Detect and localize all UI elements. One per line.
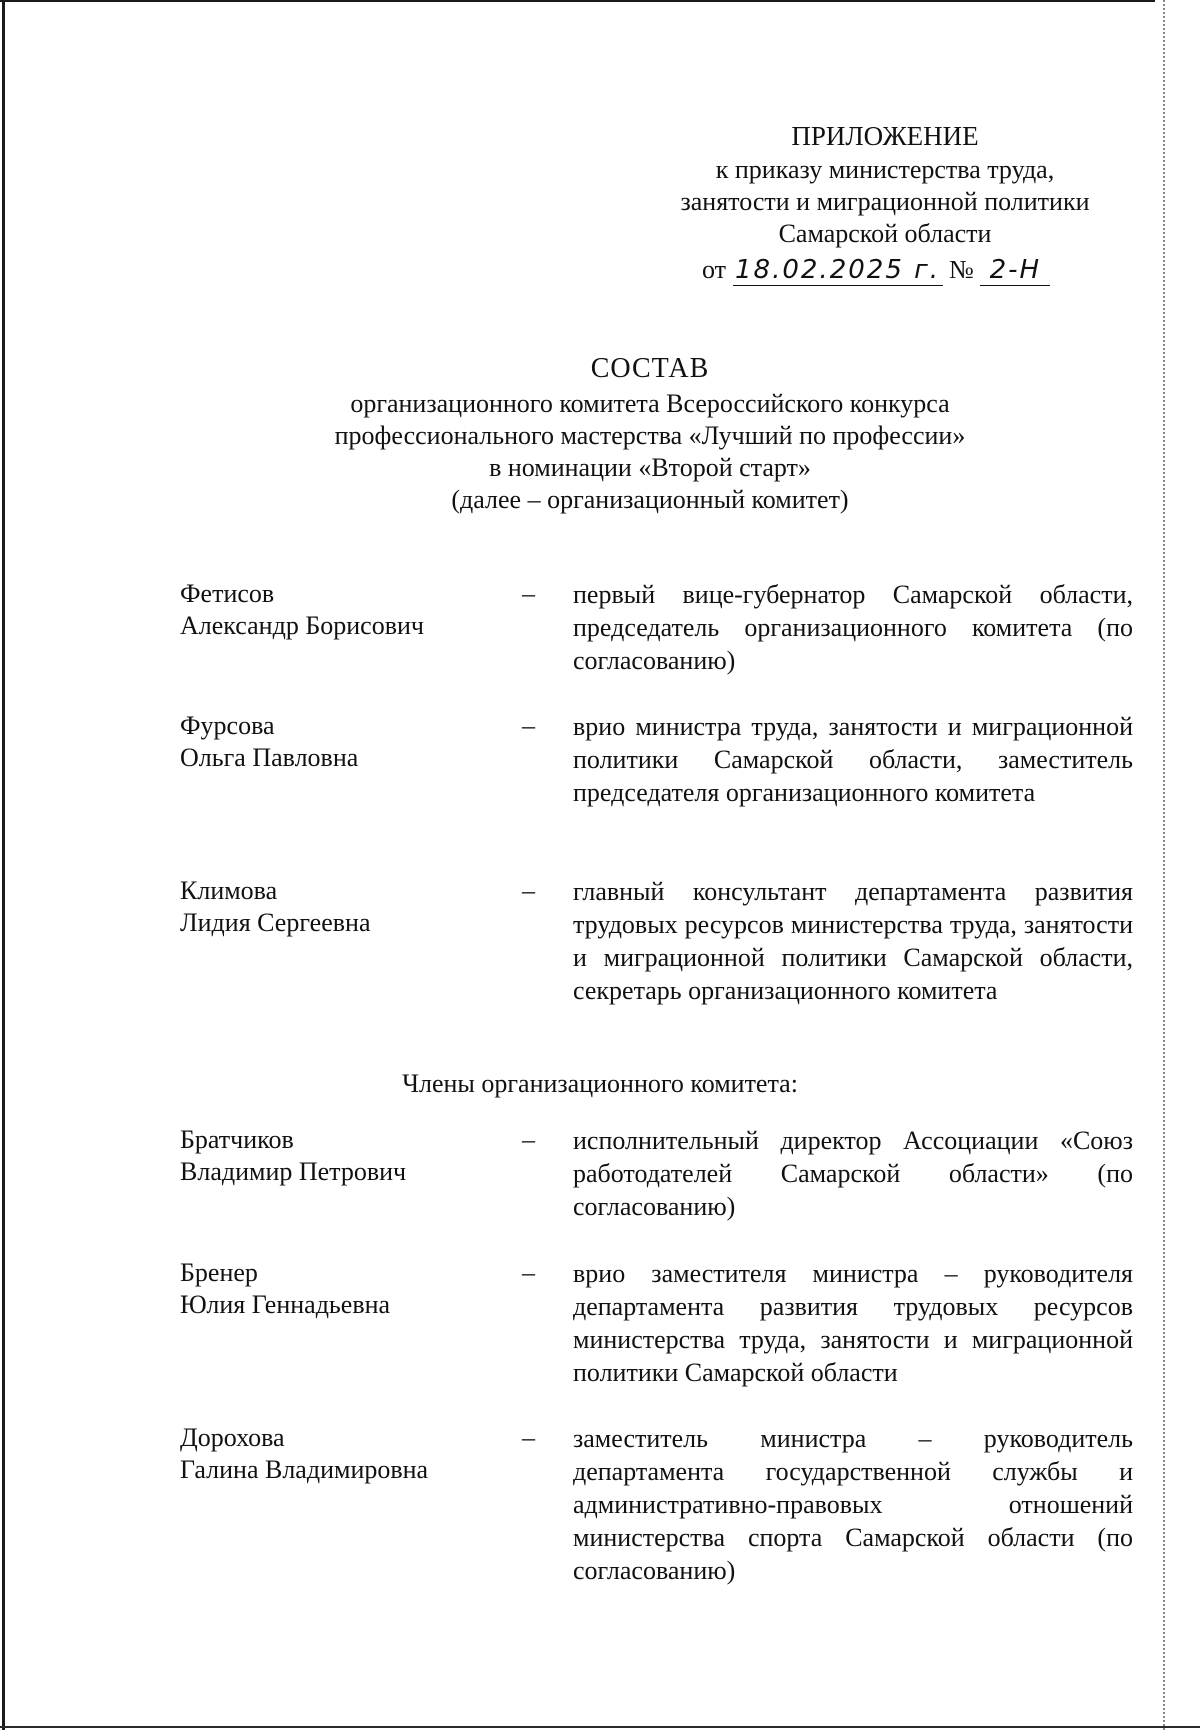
member-given-name: Владимир Петрович (180, 1157, 407, 1186)
dash-separator: – (522, 1258, 535, 1287)
member-surname: Бренер (180, 1258, 258, 1287)
from-label: от (702, 255, 727, 284)
member-given-name: Ольга Павловна (180, 743, 359, 772)
member-given-name: Александр Борисович (180, 611, 424, 640)
heading-title: СОСТАВ (590, 353, 710, 384)
appendix-header (600, 118, 1170, 250)
appendix-title: ПРИЛОЖЕНИЕ (791, 121, 979, 151)
dash-separator: – (522, 711, 535, 740)
member-given-name: Юлия Геннадьевна (180, 1290, 391, 1319)
member-role: главный консультант департамента развития трудовых ресурсов министерства труда, занятости и миграционной политики Самарской области, секретарь организационного комитета (573, 877, 1133, 1005)
appendix-line-1: к приказу министерства труда, (715, 155, 1055, 184)
member-surname: Фурсова (180, 711, 275, 740)
member-given-name: Лидия Сергеевна (180, 908, 371, 937)
number-label: № (949, 255, 974, 284)
heading-line-1: организационного комитета Всероссийского конкурса (350, 389, 950, 418)
member-surname: Братчиков (180, 1125, 294, 1154)
dash-separator: – (522, 876, 535, 905)
member-name (180, 1124, 500, 1188)
member-role: врио министра труда, занятости и миграционной политики Самарской области, заместитель председателя организационного комитета (573, 712, 1133, 807)
member-role: врио заместителя министра – руководителя департамента развития трудовых ресурсов министерства труда, занятости и миграционной политики Самарской области (573, 1259, 1133, 1387)
member-surname: Дорохова (180, 1423, 285, 1452)
member-name (180, 1422, 500, 1486)
dash-separator: – (522, 1125, 535, 1154)
member-name (180, 1257, 500, 1321)
scan-edge-right (1163, 0, 1165, 1730)
document-heading (250, 350, 1050, 516)
heading-line-3: в номинации «Второй старт» (489, 453, 811, 482)
member-role: заместитель министра – руководитель департамента государственной службы и административно-правовых отношений министерства спорта Самарской области (по согласованию) (573, 1424, 1133, 1585)
member-role: исполнительный директор Ассоциации «Союз работодателей Самарской области» (по согласованию) (573, 1126, 1133, 1221)
heading-line-4: (далее – организационный комитет) (451, 485, 849, 514)
dash-separator: – (522, 579, 535, 608)
appendix-line-3: Самарской области (778, 219, 992, 248)
member-name (180, 710, 500, 774)
member-role: первый вице-губернатор Самарской области, председатель организационного комитета (по согласованию) (573, 580, 1133, 675)
members-section-title: Члены организационного комитета: (402, 1069, 798, 1098)
member-surname: Фетисов (180, 579, 275, 608)
scan-edge-left (2, 0, 5, 1730)
heading-line-2: профессионального мастерства «Лучший по профессии» (334, 421, 966, 450)
scan-edge-top (0, 0, 1155, 2)
scan-edge-bottom (0, 1726, 1200, 1728)
handwritten-number: 2-Н (980, 255, 1050, 286)
order-date-number (702, 254, 1050, 286)
member-surname: Климова (180, 876, 278, 905)
member-given-name: Галина Владимировна (180, 1455, 429, 1484)
appendix-line-2: занятости и миграционной политики (680, 187, 1090, 216)
dash-separator: – (522, 1423, 535, 1452)
member-name (180, 875, 500, 939)
member-name (180, 578, 500, 642)
handwritten-date: 18.02.2025 г. (733, 255, 943, 286)
